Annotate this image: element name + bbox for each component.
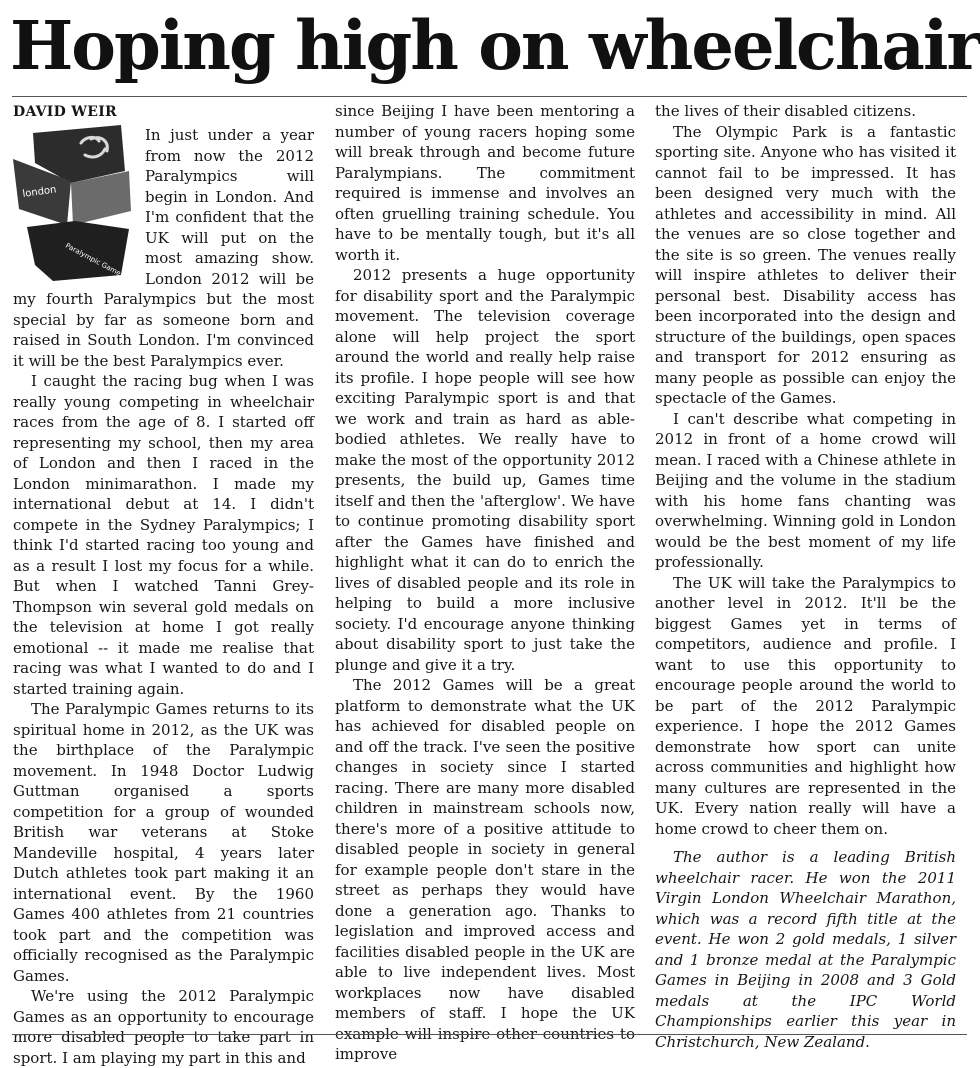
article-column-3 [655,101,956,1051]
london-2012-paralympics-logo [13,125,131,283]
paragraph: The Olympic Park is a fantastic sporting site. Anyone who has visited it cannot fail to be impressed. It has been designed very much with the athletes and accessibility in mind. All the venues are so close together and the site is so green. The venues really will inspire athletes to deliver their personal best. Disability access has been incorporated into the design and structure of the buildings, open spaces and transport for 2012 ensuring as many people as possible can enjoy the spectacle of the Games. [655,122,956,407]
headline: Hoping high on wheelchair [10,6,980,85]
paragraph: I caught the racing bug when I was really young competing in wheelchair races from the age of 8. I started off representing my school, then my area of London and then I raced in the London minimarathon. I made my international debut at 14. I didn't compete in the Sydney Paralympics; I think I'd started racing too young and as a result I lost my focus for a while. But when I watched Tanni Grey-Thompson win several gold medals on the television at home I got really emotional -- it made me realise that racing was what I wanted to do and I started training again. [13,372,314,698]
paragraph: I can't describe what competing in 2012 in front of a home crowd will mean. I raced with a Chinese athlete in Beijing and the volume in the stadium with his home fans chanting was overwhelming. Winning gold in London would be the best moment of my life professionally. [655,409,956,571]
paragraph: The 2012 Games will be a great platform to demonstrate what the UK has achieved for disabled people on and off the track. I've seen the positive changes in society since I started racing. There are many more disabled children in mainstream schools now, there's more of a positive attitude to disabled people in society in general for example people don't stare in the street as perhaps they would have done a generation ago. Thanks to legislation and improved access and facilities disabled people in the UK are able to live independent lives. Most workplaces now have disabled members of staff. I hope the UK example will inspire other countries to improve [335,676,635,1063]
article-column-1 [13,101,314,1067]
paragraph: We're using the 2012 Paralympic Games as an opportunity to encourage more disabled people to take part in sport. I am playing my part in this and [13,987,314,1067]
byline: DAVID WEIR [13,104,117,120]
paragraph: The UK will take the Paralympics to another level in 2012. It'll be the biggest Games yet in terms of competitors, audience and profile. I want to use this opportunity to encourage people around the world to be part of the 2012 Paralympic experience. I hope the 2012 Games demonstrate how sport can unite across communities and highlight how many cultures are represented in the UK. Every nation really will have a home crowd to cheer them on. [655,573,956,838]
paragraph: 2012 presents a huge opportunity for disability sport and the Paralympic movement. The television coverage alone will help project the sport around the world and really help raise its profile. I hope people will see how exciting Paralympic sport is and that we work and train as hard as able-bodied athletes. We really have to make the most of the opportunity 2012 presents, the build up, Games time itself and then the 'afterglow'. We have to continue promoting disability sport after the Games have finished and highlight what it can do to enrich the lives of disabled people and its role in helping to build a more inclusive society. I'd encourage anyone thinking about disability sport to just take the plunge and give it a try. [335,266,635,674]
paragraph: The Paralympic Games returns to its spiritual home in 2012, as the UK was the birthplace of the Paralympic movement. In 1948 Doctor Ludwig Guttman organised a sports competition for a group of wounded British war veterans at Stoke Mandeville hospital, 4 years later Dutch athletes took part making it an international event. By the 1960 Games 400 athletes from 21 countries took part and the competition was officially recognised as the Paralympic Games. [13,700,314,985]
top-rule [12,96,967,97]
paragraph: In just under a year from now the 2012 Paralympics will begin in London. And I'm confident that the UK will put on the most amazing show. London 2012 will be my fourth Paralympics but the most special by far as someone born and raised in South London. I'm convinced it will be the best Paralympics ever. [13,126,314,370]
paragraph: since Beijing I have been mentoring a number of young racers hoping some will break through and become future Paralympians. The commitment required is immense and involves an often gruelling training schedule. You have to be mentally tough, but it's all worth it. [335,102,635,264]
logo-london-text: london [21,184,58,200]
logo-paralympic-games-text: Paralympic Games [64,241,126,280]
bottom-rule [12,1034,967,1035]
author-bio: The author is a leading British wheelchair racer. He won the 2011 Virgin London Wheelchair Marathon, which was a record fifth title at the event. He won 2 gold medals, 1 silver and 1 bronze medal at the Paralympic Games in Beijing in 2008 and 3 Gold medals at the IPC World Championships earlier this year in Christchurch, New Zealand. [655,848,956,1051]
paragraph: the lives of their disabled citizens. [655,102,917,120]
article-column-2 [335,101,635,1063]
